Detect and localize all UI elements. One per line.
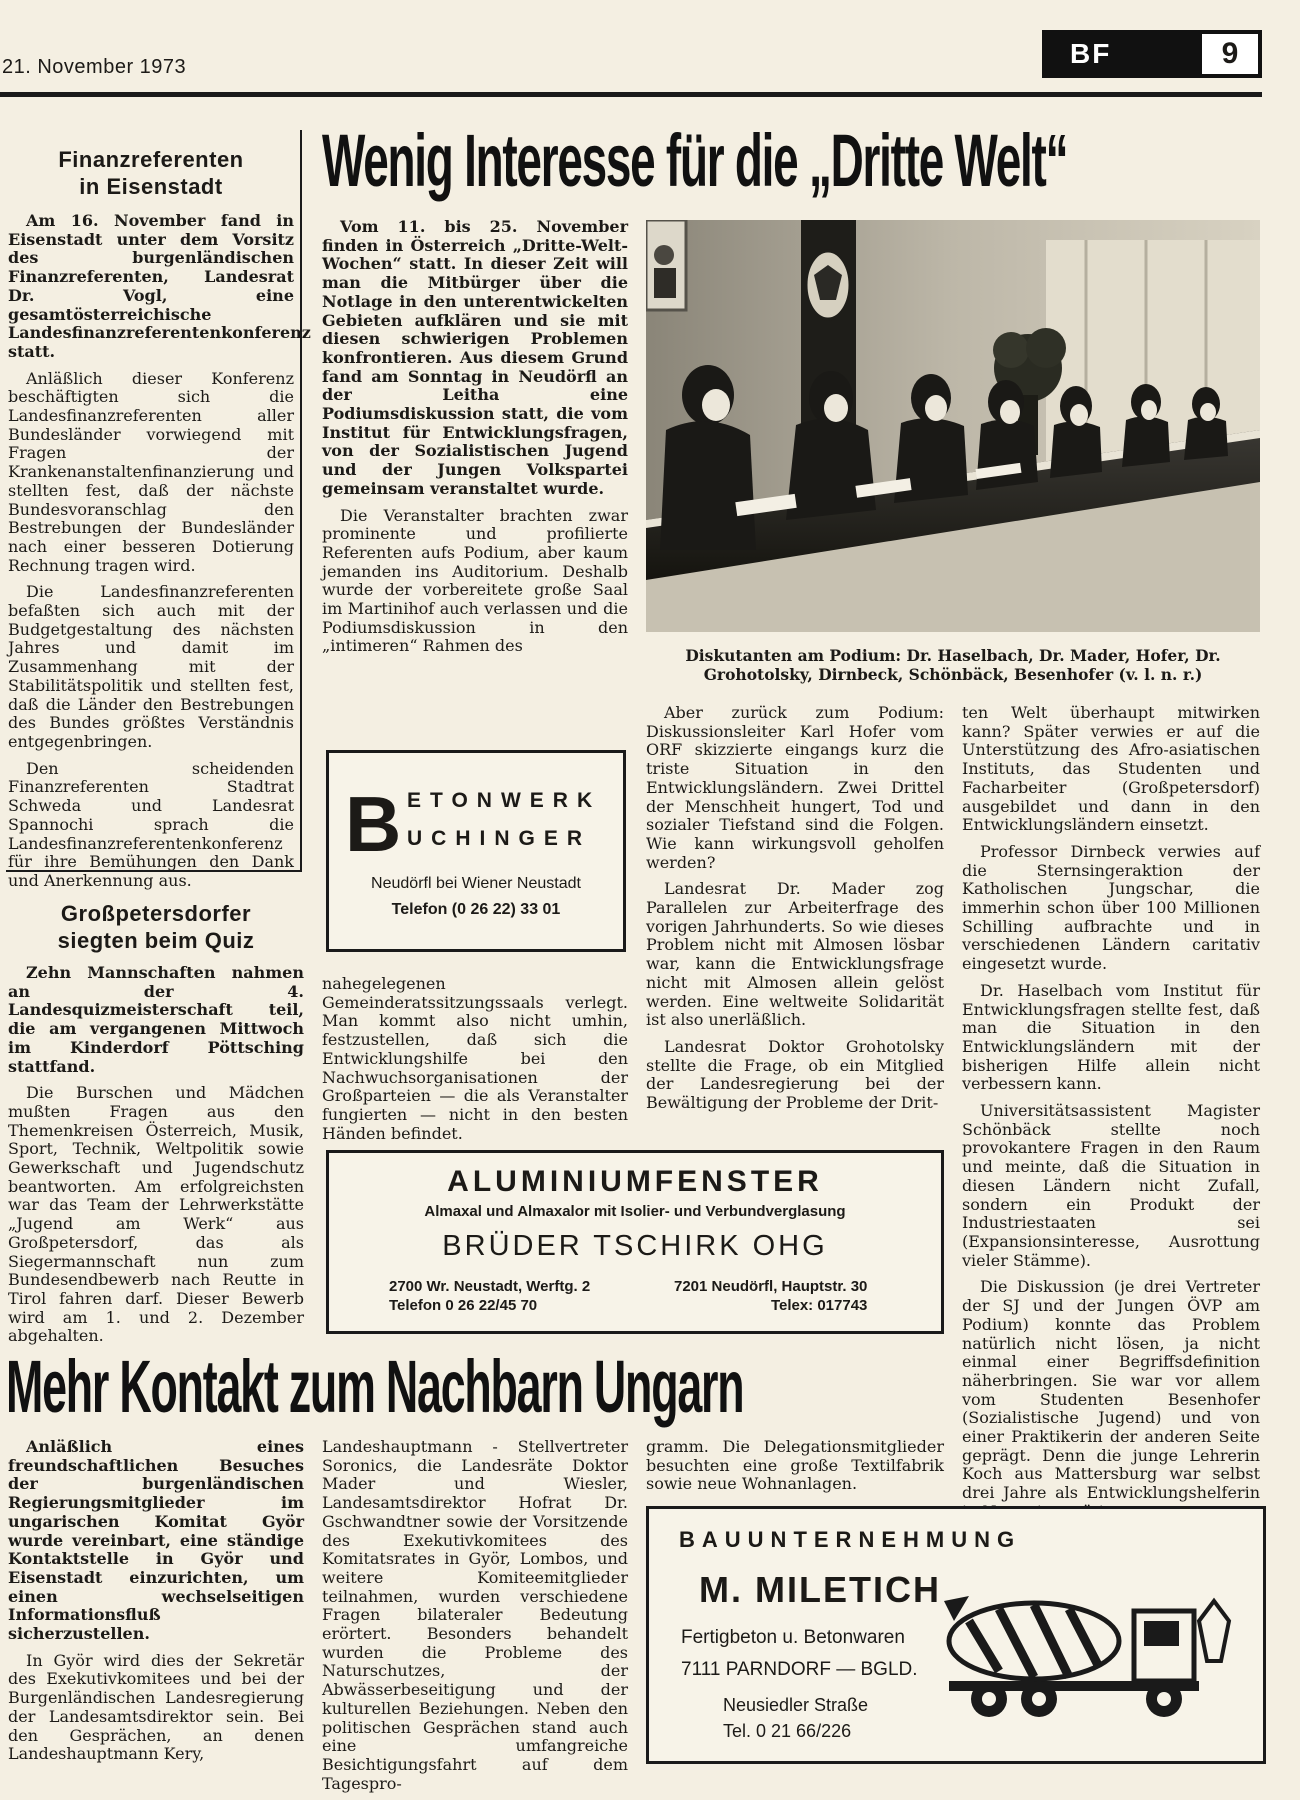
ad-street: Neusiedler Straße [723,1695,869,1715]
article-paragraph: Universitätsassistent Magister Schönbäck stellte noch provokantere Fragen in den Raum und meinte, daß die Situation in diesen Ländern nicht Zufall, sondern ein Produkt der Industriestaaten sei (Expansionsinteresse, Ausrottung vieler Stämme). [962,1101,1260,1270]
article-paragraph: Landesrat Dr. Mader zog Parallelen zur Arbeiterfrage des vorigen Jahrhunderts. So wie dieses Problem nicht mit Almosen lösbar war, kann die Entwicklungsfrage nicht mit Almosen allein gelöst werden. Eine weltweite Solidarität ist also unerläßlich. [646,879,944,1030]
ad-phone: Tel. 0 21 66/226 [723,1721,852,1741]
ad-initial-letter: B [345,780,402,868]
article-lead: Am 16. November fand in Eisenstadt unter dem Vorsitz des burgenländischen Finanzreferenten, Landesrat Dr. Vogl, eine gesamtösterreichische Landesfinanzreferentenkonferenz statt. [8,211,311,361]
ad-city: 7111 PARNDORF — BGLD. [681,1659,918,1680]
page-badge [1042,30,1262,78]
article-lead: Anläßlich eines freundschaftlichen Besuches der burgenländischen Regierungsmitglieder im ungarischen Komitat Györ wurde vereinbart, eine ständige Kontaktstelle in Györ und Eisenstadt einzurichten, um einen wechselseitigen Informationsfluß sicherzustellen. [8,1437,304,1644]
article-paragraph: Die Veranstalter brachten zwar prominente und profilierte Referenten aufs Podium, aber kaum jemanden ins Auditorium. Deshalb wurde der vorbereitete große Saal im Martinihof auch verlassen und die Podiumsdiskussion in den „intimeren“ Rahmen des [322,505,628,656]
article-paragraph: Die Burschen und Mädchen mußten Fragen aus den Themenkreisen Österreich, Musik, Sport, Technik, Weltpolitik sowie Gewerkschaft und Jugendschutz beantworten. Am erfolgreichsten war das Team der Lehrwerkstätte „Jugend am Werk“ aus Großpetersdorf, das als Siegermannschaft nun zum Bundesendbewerb nach Reutte in Tirol fahren darf. Dieser Bewerb wird am 1. und 2. Dezember abgehalten. [8,1083,304,1346]
ad-line-2: UCHINGER [407,827,592,850]
article-paragraph: nahegelegenen Gemeinderatssitzungssaals verlegt. Man kommt also nicht umhin, festzustellen, daß sich die Entwicklungshilfe bei den Nachwuchsorganisationen der Großparteien — die als Veranstalter fungierten — nicht in den besten Händen befindet. [322,974,628,1143]
article-paragraph: Aber zurück zum Podium: Diskussionsleiter Karl Hofer vom ORF skizzierte eingangs kurz die triste Situation in den Entwicklungsländern. Zwei Drittel der Menschheit hungert, Tod und sozialer Tiefstand sind die Folgen. Wie kann wirkungsvoll geholfen werden? [646,703,944,872]
ad-aluminiumfenster [326,1150,944,1334]
main-article-column-3 [962,704,1260,1522]
ad-betonwerk-buchinger [326,750,626,952]
ad-company: M. MILETICH [699,1569,941,1610]
main-article-column-1-continued [322,975,628,1143]
header-rule [0,92,1262,97]
ad-left-phone: Telefon 0 26 22/45 70 [389,1297,538,1314]
second-headline: Mehr Kontakt zum Nachbarn Ungarn [6,1345,744,1428]
main-article-column-1 [322,218,628,656]
article-paragraph: Landeshauptmann - Stellvertreter Soronics, die Landesräte Doktor Mader und Wiesler, Landesamtsdirektor Hofrat Dr. Gschwandtner sowie der Vorsitzende des Exekutivkomitees des Komitatsrates in Györ, Lombos, und weitere Komiteemitglieder teilnahmen, wurden verschiedene Fragen bilateraler Bedeutung erörtert. Besonders behandelt wurden die Probleme des Naturschutzes, der Abwässerbeseitigung und der kulturellen Beziehungen. Neben den politischen Gesprächen stand auch eine umfangreiche Besichtigungsfahrt auf dem Tagespro- [322,1437,628,1793]
article-paragraph: Die Diskussion (je drei Vertreter der SJ und der Jungen ÖVP am Podium) konnte das Problem natürlich nicht lösen, ja nicht einmal einer Begriffsdefinition näherbringen. Sie war vor allem vom Studenten Besenhofer (Sozialistische Jugend) und von einer Praktikerin der anderen Seite geprägt. Denn die junge Lehrerin Koch aus Mattersburg war selbst drei Jahre als Entwicklungshelferin [962,1277,1260,1503]
ad-title: BAUUNTERNEHMUNG [679,1527,1022,1552]
article-lead: Zehn Mannschaften nahmen an der 4. Landesquizmeisterschaft teil, die am vergangenen Mittwoch im Kinderdorf Pöttsching stattfand. [8,963,304,1076]
article-paragraph: Die Landesfinanzreferenten befaßten sich auch mit der Budgetgestaltung des nächsten Jahres und damit im Zusammenhang mit der Stabilitätspolitik und stellten fest, daß die Länder den Bestrebungen des Bundes größtes Verständnis entgegenbringen. [8,582,294,751]
ad-address: Neudörfl bei Wiener Neustadt [371,875,581,892]
article-paragraph: Dr. Haselbach vom Institut für Entwicklungsfragen stellte fest, daß man die Situation in den Entwicklungsländern mit der bisherigen Hilfe allein nicht verbessern kann. [962,980,1260,1094]
podium-photo [646,220,1260,632]
second-article-column-3 [646,1438,944,1494]
article-paragraph: Landesrat Doktor Grohotolsky stellte die Frage, ob ein Mitglied der Landesregierung bei der Bewältigung der Probleme der Drit- [646,1036,944,1113]
article-paragraph: Den scheidenden Finanzreferenten Stadtrat Schweda und Landesrat Spannochi sprach die Landesfinanzreferentenkonferenz für ihre Bemühungen den Dank und Anerkennung aus. [8,758,294,890]
section-label: BF [1070,38,1112,69]
article-paragraph: Anläßlich dieser Konferenz beschäftigten sich die Landesfinanzreferenten aller Bundesländer vorwiegend mit Fragen der Krankenanstaltenfinanzierung und stellten fest, daß der nächste Bundesvoranschlag den Bestrebungen der Bundesländer nach einer besseren Dotierung Rechnung tragen wird. [8,368,294,575]
ad-right-telex: Telex: 017743 [770,1297,868,1314]
sidebar-article-quiz [8,900,304,1346]
second-article-column-2 [322,1438,628,1793]
ad-title: ALUMINIUMFENSTER [447,1165,823,1198]
ad-bauunternehmung-miletich [646,1506,1266,1764]
article-paragraph: In Györ wird dies der Sekretär des Exekutivkomitees und bei der Burgenländischen Landesregierung der Landesamtsdirektor sein. Bei den Gesprächen, an denen Landeshauptmann Kery, [8,1650,304,1764]
main-article-column-2 [646,704,944,1113]
sidebar-article-finanzreferenten [8,146,311,891]
article-paragraph: ten Welt überhaupt mitwirken kann? Später verwies er auf die Unterstützung des Afro-asiatischen Instituts, das Studenten und Facharbeiter (Großpetersdorf) ausgebildet und dann in den Entwicklungsländern einsetzt. [962,703,1260,835]
article-lead: Vom 11. bis 25. November finden in Österreich „Dritte-Welt-Wochen“ statt. In dieser Zeit will man die Mitbürger über die Notlage in den unterentwickelten Gebieten aufklären und sie mit diesen schwierigen Problemen konfrontieren. Aus diesem Grund fand am Sonntag in Neudörfl an der Leitha eine Podiumsdiskussion statt, die vom Institut für Entwicklungsfragen, von der Sozialistischen Jugend und der Jungen Volkspartei gemeinsam veranstaltet wurde. [322,217,628,498]
cement-mixer-truck-icon [939,1581,1239,1731]
ad-line-1: ETONWERK [407,789,602,812]
photo-caption: Diskutanten am Podium: Dr. Haselbach, Dr. Mader, Hofer, Dr. Grohotolsky, Dirnbeck, Schönbäck, Besenhofer (v. l. n. r.) [685,646,1221,684]
sidebar-article-title: Großpetersdorfer siegten beim Quiz [57,901,255,953]
ad-left-address: 2700 Wr. Neustadt, Werftg. 2 [389,1278,591,1295]
sidebar-article-title: Finanzreferenten in Eisenstadt [58,147,244,199]
ad-phone: Telefon (0 26 22) 33 01 [391,901,561,918]
second-article-column-1 [8,1438,304,1764]
ad-right-address: 7201 Neudörfl, Hauptstr. 30 [674,1278,868,1295]
ad-company: BRÜDER TSCHIRK OHG [442,1230,828,1262]
ad-subtitle: Almaxal und Almaxalor mit Isolier- und Verbundverglasung [424,1203,846,1220]
issue-date: 21. November 1973 [2,56,187,78]
ad-products: Fertigbeton u. Betonwaren [681,1627,905,1648]
main-headline: Wenig Interesse für die „Dritte Welt“ [322,119,1068,202]
article-paragraph: gramm. Die Delegationsmitglieder besuchten eine große Textilfabrik sowie neue Wohnanlagen. [646,1437,944,1494]
article-paragraph: Professor Dirnbeck verwies auf die Sternsingeraktion der Katholischen Jungschar, die immerhin schon über 100 Millionen Schilling aufbrachte und in verschiedenen Ländern caritativ eingesetzt wurde. [962,841,1260,974]
page-number: 9 [1202,34,1258,74]
